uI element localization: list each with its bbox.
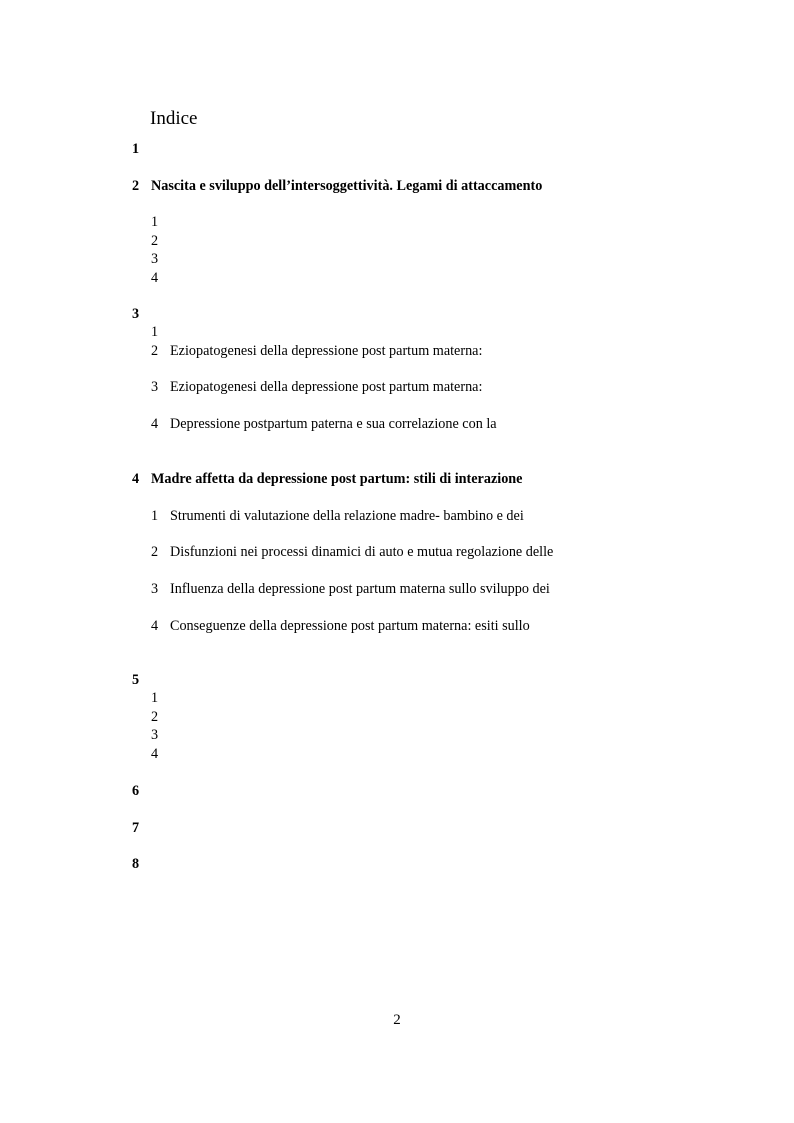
page-number: 2 bbox=[393, 1012, 401, 1028]
section-number: 1 bbox=[151, 690, 159, 706]
section-number: 4 bbox=[151, 270, 159, 286]
chapter-number: 8 bbox=[132, 856, 140, 872]
section-number: 3 bbox=[151, 727, 159, 743]
entry-title-line1: Conseguenze della depressione post partum materna: esiti sullo bbox=[170, 618, 530, 634]
entry-title-line1: Depressione postpartum paterna e sua correlazione con la bbox=[170, 416, 497, 432]
section-number: 3 bbox=[151, 251, 159, 267]
section-number: 2 bbox=[151, 709, 159, 725]
entry-title-line1: Nascita e sviluppo dell’intersoggettività. Legami di attaccamento bbox=[151, 178, 543, 194]
chapter-number: 1 bbox=[132, 141, 140, 157]
chapter-number: 4 bbox=[132, 471, 140, 487]
section-number: 4 bbox=[151, 618, 159, 634]
entry-title-line1: Madre affetta da depressione post partum: stili di interazione bbox=[151, 471, 523, 487]
chapter-number: 2 bbox=[132, 178, 140, 194]
section-number: 3 bbox=[151, 581, 159, 597]
section-number: 4 bbox=[151, 746, 159, 762]
entry-title-line1: Eziopatogenesi della depressione post partum materna: bbox=[170, 343, 483, 359]
entry-title-line1: Eziopatogenesi della depressione post partum materna: bbox=[170, 379, 483, 395]
section-number: 2 bbox=[151, 343, 159, 359]
section-number: 1 bbox=[151, 508, 159, 524]
entry-title-line1: Influenza della depressione post partum materna sullo sviluppo dei bbox=[170, 581, 550, 597]
page-title: Indice bbox=[150, 108, 198, 129]
section-number: 2 bbox=[151, 544, 159, 560]
chapter-number: 3 bbox=[132, 306, 140, 322]
section-number: 2 bbox=[151, 233, 159, 249]
section-number: 1 bbox=[151, 324, 159, 340]
chapter-number: 7 bbox=[132, 820, 140, 836]
section-number: 1 bbox=[151, 214, 159, 230]
entry-title-line1: Disfunzioni nei processi dinamici di auto e mutua regolazione delle bbox=[170, 544, 554, 560]
section-number: 4 bbox=[151, 416, 159, 432]
chapter-number: 5 bbox=[132, 672, 140, 688]
entry-title-line1: Strumenti di valutazione della relazione madre- bambino e dei bbox=[170, 508, 524, 524]
section-number: 3 bbox=[151, 379, 159, 395]
chapter-number: 6 bbox=[132, 783, 140, 799]
